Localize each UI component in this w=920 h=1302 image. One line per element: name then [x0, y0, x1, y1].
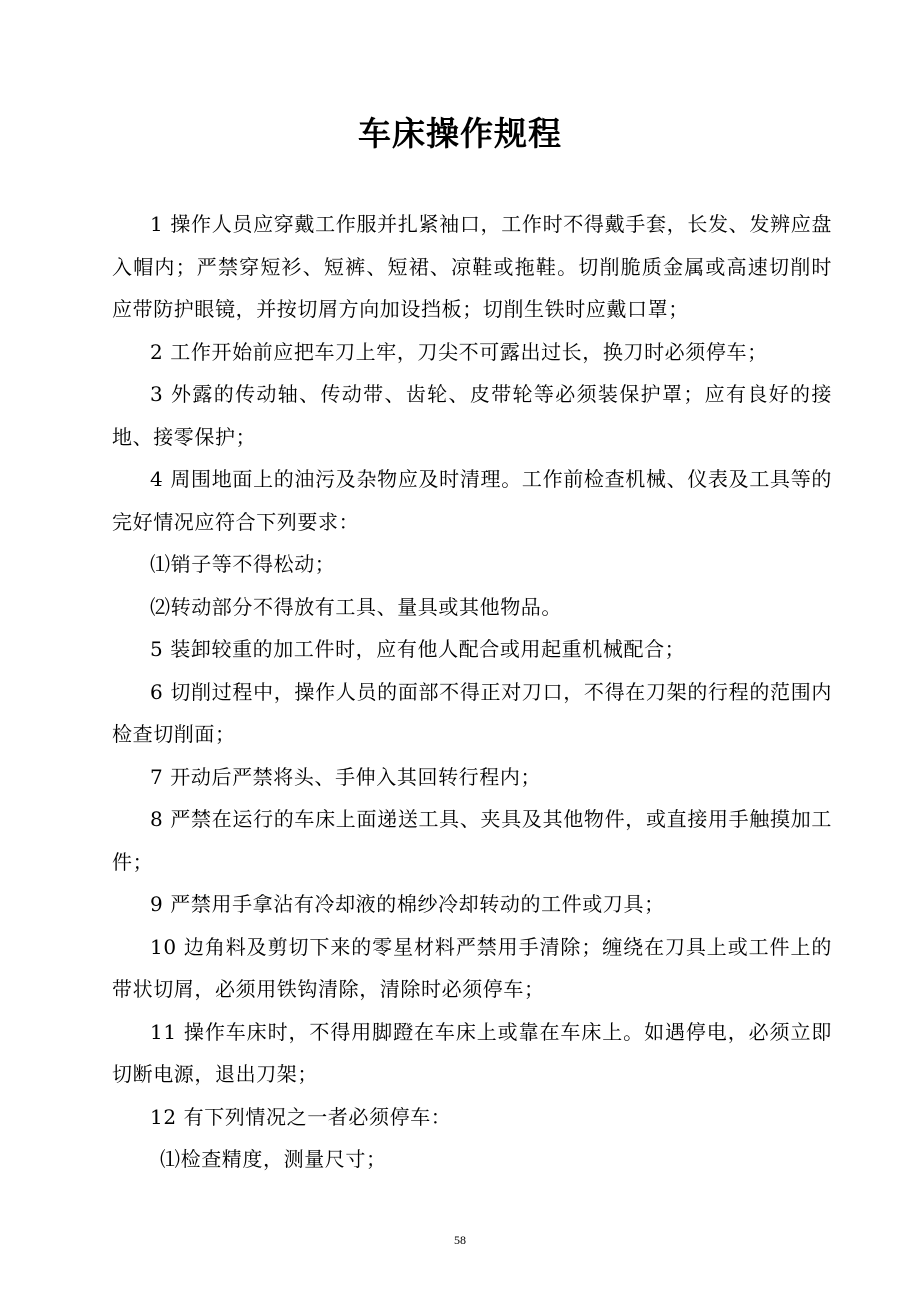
rule-paragraph-8: 8 严禁在运行的车床上面递送工具、夹具及其他物件，或直接用手触摸加工件；: [112, 807, 832, 874]
rule-paragraph-11: 11 操作车床时，不得用脚蹬在车床上或靠在车床上。如遇停电，必须立即切断电源，退出刀架；: [112, 1019, 832, 1086]
rule-paragraph-7: 7 开动后严禁将头、手伸入其回转行程内；: [150, 764, 542, 789]
rule-12-subitem-1: ⑴检查精度，测量尺寸；: [160, 1147, 387, 1171]
rule-paragraph-12: 12 有下列情况之一者必须停车：: [150, 1104, 452, 1129]
document-title: 车床操作规程: [358, 114, 562, 153]
rule-paragraph-4: 4 周围地面上的油污及杂物应及时清理。工作前检查机械、仪表及工具等的完好情况应符合下列要求：: [112, 467, 832, 534]
document-body: [112, 203, 832, 1181]
page-number: 58: [454, 1233, 466, 1247]
rule-paragraph-2: 2 工作开始前应把车刀上牢，刀尖不可露出过长，换刀时必须停车；: [150, 339, 768, 364]
rule-paragraph-5: 5 装卸较重的加工件时，应有他人配合或用起重机械配合；: [150, 637, 686, 661]
rule-4-subitem-1: ⑴销子等不得松动；: [150, 552, 336, 576]
rule-paragraph-10: 10 边角料及剪切下来的零星材料严禁用手清除；缠绕在刀具上或工件上的带状切屑，必须用铁钩清除，清除时必须停车；: [112, 934, 832, 1001]
rule-paragraph-9: 9 严禁用手拿沾有冷却液的棉纱冷却转动的工件或刀具；: [150, 892, 665, 916]
rule-paragraph-6: 6 切削过程中，操作人员的面部不得正对刀口，不得在刀架的行程的范围内检查切削面；: [112, 679, 832, 746]
rule-paragraph-3: 3 外露的传动轴、传动带、齿轮、皮带轮等必须装保护罩；应有良好的接地、接零保护；: [112, 382, 832, 449]
rule-4-subitem-2: ⑵转动部分不得放有工具、量具或其他物品。: [150, 594, 562, 619]
rule-paragraph-1: 1 操作人员应穿戴工作服并扎紧袖口，工作时不得戴手套，长发、发辨应盘入帽内；严禁穿短衫、短裤、短裙、凉鞋或拖鞋。切削脆质金属或高速切削时应带防护眼镜，并按切屑方向加设挡板；切削生铁时应戴口罩；: [112, 212, 832, 321]
